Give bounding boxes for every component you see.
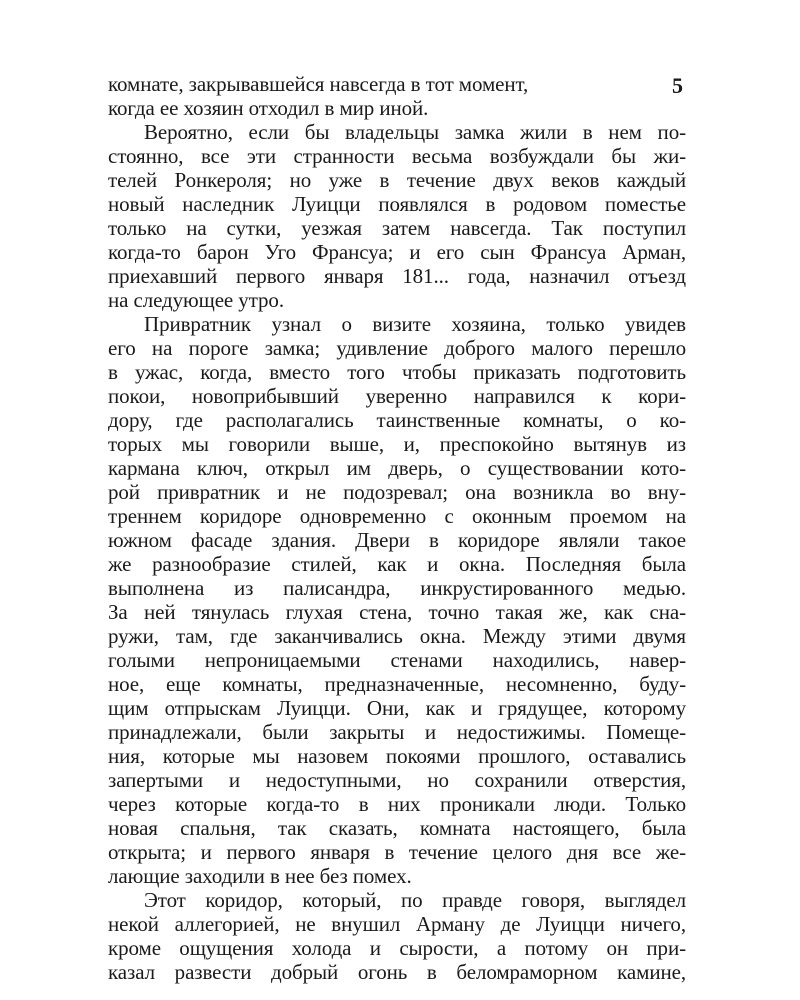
text-line: торых мы говорили выше, и, преспокойно вытянув из — [108, 432, 686, 456]
text-line: ное, еще комнаты, предназначенные, несомненно, буду- — [108, 672, 686, 696]
text-line: на следующее утро. — [108, 288, 284, 312]
text-line: комнате, закрывавшейся навсегда в тот момент, — [108, 72, 529, 96]
text-line: кроме ощущения холода и сырости, а потому он при- — [108, 936, 686, 960]
text-line: щим отпрыскам Луицци. Они, как и грядущее, которому — [108, 696, 686, 720]
text-line: выполнена из палисандра, инкрустированного медью. — [108, 576, 686, 600]
text-line: ния, которые мы назовем покоями прошлого, оставались — [108, 744, 686, 768]
text-line: новая спальня, так сказать, комната настоящего, была — [108, 816, 686, 840]
text-line: приехавший первого января 181... года, назначил отъезд — [108, 264, 686, 288]
text-line: Этот коридор, который, по правде говоря, выглядел — [144, 888, 686, 912]
text-line: За ней тянулась глухая стена, точно такая же, как сна- — [108, 600, 686, 624]
text-line: только на сутки, уезжая затем навсегда. Так поступил — [108, 216, 686, 240]
text-line: казал развести добрый огонь в беломраморном камине, — [108, 960, 686, 984]
text-line: дору, где располагались таинственные комнаты, о ко- — [108, 408, 686, 432]
text-line: в ужас, когда, вместо того чтобы приказать подготовить — [108, 360, 686, 384]
text-line: южном фасаде здания. Двери в коридоре являли такое — [108, 528, 686, 552]
text-line: открыта; и первого января в течение целого дня все же- — [108, 840, 686, 864]
text-line: телей Ронкероля; но уже в течение двух веков каждый — [108, 168, 686, 192]
text-line: запертыми и недоступными, но сохранили отверстия, — [108, 768, 686, 792]
text-line: его на пороге замка; удивление доброго малого перешло — [108, 336, 686, 360]
text-line: покои, новоприбывший уверенно направился к кори- — [108, 384, 686, 408]
body-text — [108, 72, 686, 984]
text-line: Привратник узнал о визите хозяина, только увидев — [144, 312, 686, 336]
text-line: принадлежали, были закрыты и недостижимы. Помеще- — [108, 720, 686, 744]
page-number: 5 — [672, 73, 683, 98]
text-line: когда ее хозяин отходил в мир иной. — [108, 96, 429, 120]
text-line: Вероятно, если бы владельцы замка жили в нем по- — [144, 120, 686, 144]
text-line: кармана ключ, открыл им дверь, о существовании кото- — [108, 456, 686, 480]
text-line: ружи, там, где заканчивались окна. Между этими двумя — [108, 624, 686, 648]
text-line: лающие заходили в нее без помех. — [108, 864, 412, 888]
text-line: через которые когда-то в них проникали люди. Только — [108, 792, 686, 816]
text-line: треннем коридоре одновременно с оконным проемом на — [108, 504, 686, 528]
text-line: рой привратник и не подозревал; она возникла во вну- — [108, 480, 686, 504]
text-line: новый наследник Луицци появлялся в родовом поместье — [108, 192, 686, 216]
text-line: голыми непроницаемыми стенами находились, навер- — [108, 648, 686, 672]
text-line: когда-то барон Уго Франсуа; и его сын Франсуа Арман, — [108, 240, 686, 264]
text-line: стоянно, все эти странности весьма возбуждали бы жи- — [108, 144, 686, 168]
text-line: же разнообразие стилей, как и окна. Последняя была — [108, 552, 686, 576]
text-line: некой аллегорией, не внушил Арману де Луицци ничего, — [108, 912, 686, 936]
